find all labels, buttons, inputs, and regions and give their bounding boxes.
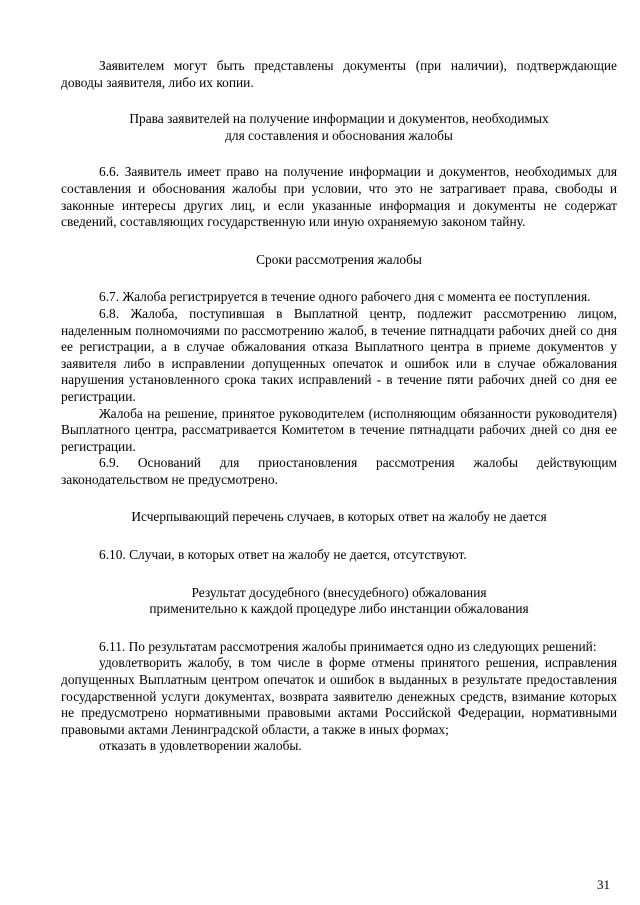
paragraph-6-10: 6.10. Случаи, в которых ответ на жалобу не дается, отсутствуют. (99, 547, 467, 563)
heading-review-terms: Сроки рассмотрения жалобы (256, 251, 422, 267)
heading-no-answer-cases: Исчерпывающий перечень случаев, в которых ответ на жалобу не дается (131, 509, 547, 525)
page-number: 31 (597, 877, 610, 892)
paragraph-refuse-complaint: отказать в удовлетворении жалобы. (99, 738, 302, 754)
paragraph-committee-review: Жалоба на решение, принятое руководителем (исполняющим обязанности руководителя) Выплатного центра, рассматривается Комитетом в течение пятнадцати рабочих дней со дня ее регистрации. (61, 405, 617, 454)
paragraph-documents-copies: Заявителем могут быть представлены документы (при наличии), подтверждающие доводы заявителя, либо их копии. (61, 58, 617, 90)
paragraph-6-11: 6.11. По результатам рассмотрения жалобы принимается одно из следующих решений: (99, 638, 597, 654)
paragraph-6-8: 6.8. Жалоба, поступившая в Выплатной центр, подлежит рассмотрению лицом, наделенным полномочиями по рассмотрению жалоб, в течение пятнадцати рабочих дней со дня ее регистрации, а в случае обжалования отказа Выплатного центра в приеме документов у заявителя либо в исправлении допущенных опечаток и ошибок или в случае обжалования нарушения установленного срока таких исправлений - в течение пяти рабочих дней со дня ее регистрации. (61, 305, 617, 404)
paragraph-6-9: 6.9. Оснований для приостановления рассмотрения жалобы действующим законодательством не предусмотрено. (61, 455, 617, 487)
heading-rights-information: Права заявителей на получение информации и документов, необходимых для составления и обоснования жалобы (129, 111, 549, 143)
heading-appeal-result: Результат досудебного (внесудебного) обжалования применительно к каждой процедуре либо инстанции обжалования (149, 584, 529, 617)
page-content (61, 58, 617, 755)
paragraph-6-6: 6.6. Заявитель имеет право на получение информации и документов, необходимых для составления и обоснования жалобы при условии, что это не затрагивает права, свободы и законные интересы других лиц, и если указанные информация и документы не содержат сведений, составляющих государственную или иную охраняемую законом тайну. (61, 164, 617, 230)
paragraph-6-7: 6.7. Жалоба регистрируется в течение одного рабочего дня с момента ее поступления. (99, 289, 591, 305)
paragraph-satisfy-complaint: удовлетворить жалобу, в том числе в форме отмены принятого решения, исправления допущенных Выплатным центром опечаток и ошибок в выданных в результате предоставления государственной услуги документах, возврата заявителю денежных средств, взимание которых не предусмотрено нормативными правовыми актами Российской Федерации, нормативными правовыми актами Ленинградской области, а также в иных формах; (61, 655, 617, 737)
